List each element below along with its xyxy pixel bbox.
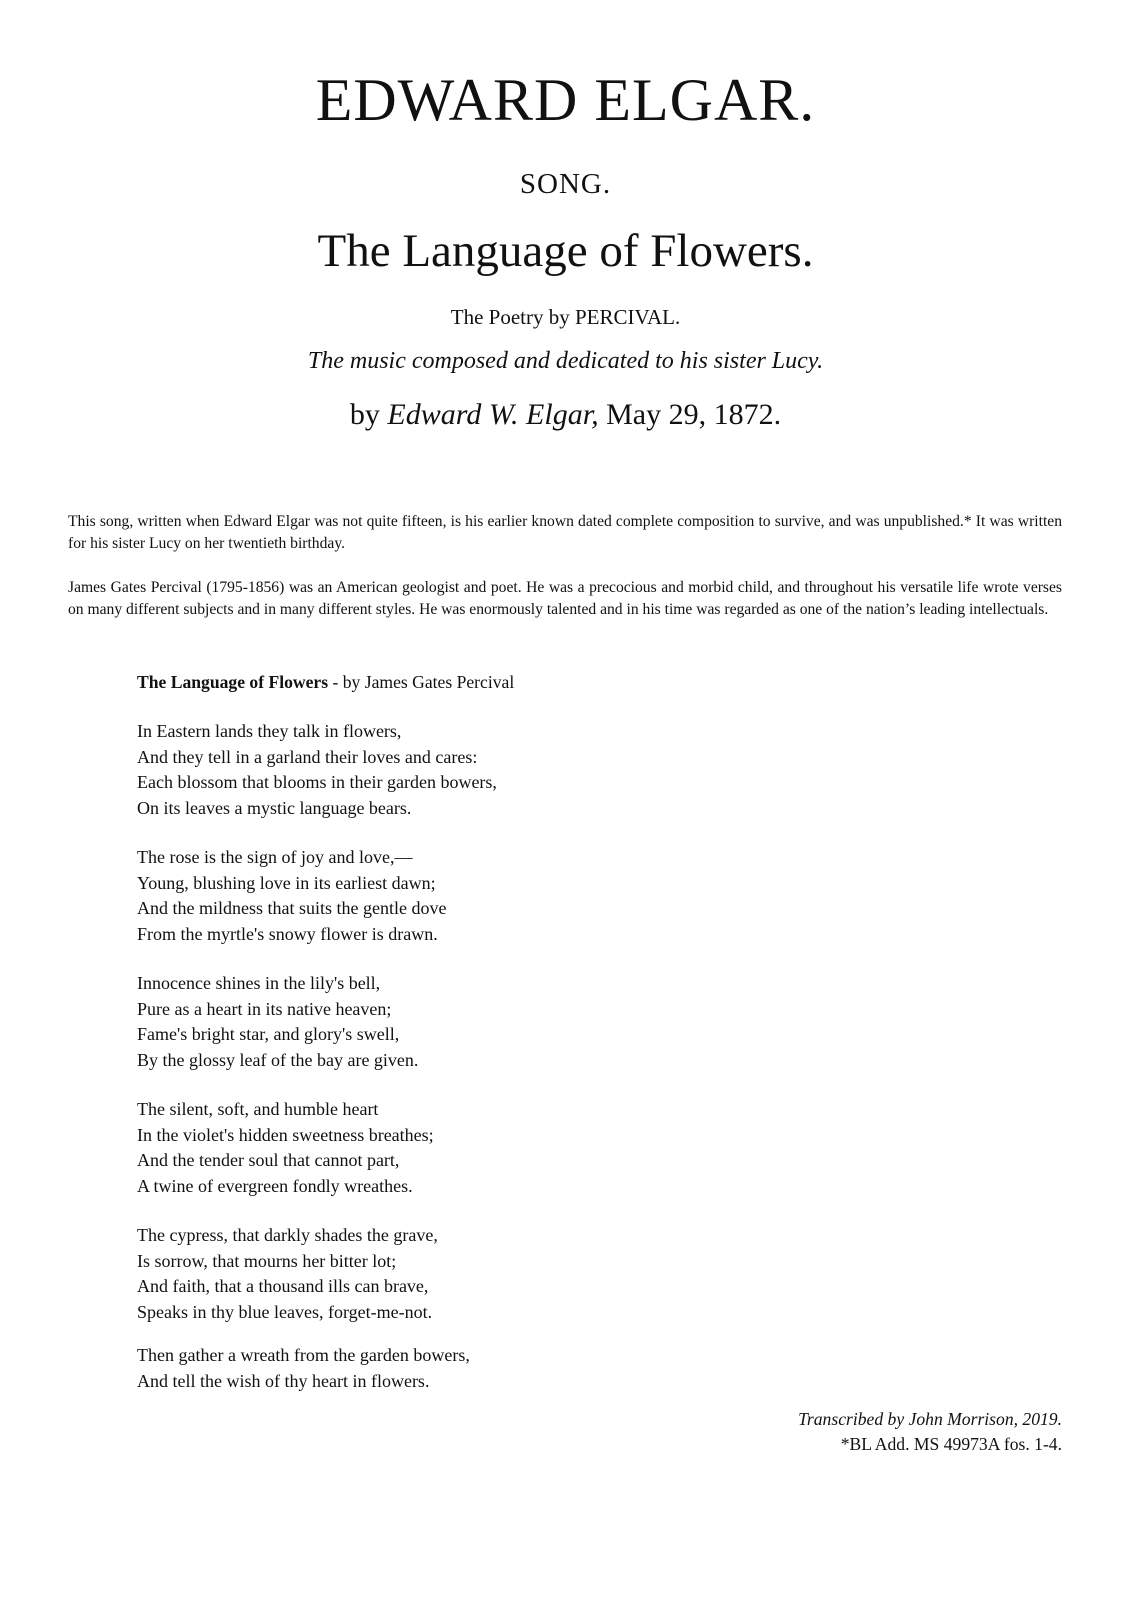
footer-credit [798,1407,1062,1457]
poem-line: From the myrtle's snowy flower is drawn. [137,923,438,944]
poem-heading [137,672,837,693]
transcription-credit: Transcribed by John Morrison, 2019. [798,1409,1062,1429]
poem-line: Young, blushing love in its earliest dawn; [137,872,436,893]
poem-line: The silent, soft, and humble heart [137,1099,379,1119]
poem-line: And tell the wish of thy heart in flowers. [137,1370,430,1391]
composer-heading: EDWARD ELGAR. [315,67,816,133]
poem-line: And the tender soul that cannot part, [137,1150,400,1170]
dedication: The music composed and dedicated to his sister Lucy. [307,348,824,374]
poem-line: Speaks in thy blue leaves, forget-me-not. [137,1301,433,1322]
poem-line: Is sorrow, that mourns her bitter lot; [137,1250,397,1271]
poem-line: Pure as a heart in its native heaven; [137,998,392,1019]
poem-line: And the mildness that suits the gentle dove [137,898,447,918]
byline-date: May 29, 1872. [598,398,782,431]
poem-line: The rose is the sign of joy and love,— [137,847,413,867]
poem-line: Each blossom that blooms in their garden bowers, [137,772,497,792]
stanza-3 [137,971,837,1073]
poetry-author: PERCIVAL. [575,305,681,329]
byline-prefix: by [349,398,388,431]
poem-line: The cypress, that darkly shades the grave, [137,1225,438,1245]
page-title: The Language of Flowers. [317,225,814,277]
poetry-credit-prefix: The Poetry by [450,305,575,329]
poem-line: In the violet's hidden sweetness breathes; [137,1124,434,1145]
intro-paragraph-1: This song, written when Edward Elgar was not quite fifteen, is his earlier known dated complete composition to survive, and was unpublished.* It was written for his sister Lucy on her twentieth birthday. [68,513,1062,552]
poem-line: By the glossy leaf of the bay are given. [137,1049,419,1070]
intro-paragraph-2: James Gates Percival (1795-1856) was an American geologist and poet. He was a precocious and morbid child, and throughout his versatile life wrote verses on many different subjects and in many different styles. He was enormously talented and in his time was regarded as one of the nation’s leading intellectuals. [68,579,1062,618]
poem-line: And they tell in a garland their loves and cares: [137,746,478,767]
byline-name: Edward W. Elgar, [387,398,599,431]
poem-line: A twine of evergreen fondly wreathes. [137,1175,413,1196]
poem-line: In Eastern lands they talk in flowers, [137,721,402,741]
poetry-credit [0,305,1131,330]
byline [0,398,1131,432]
poem-heading-title: The Language of Flowers [137,672,329,692]
poem-line: And faith, that a thousand ills can brave, [137,1276,429,1296]
poem-heading-author: - by James Gates Percival [328,672,515,692]
stanza-6 [137,1343,837,1394]
poem-line: Then gather a wreath from the garden bowers, [137,1345,470,1365]
stanza-4 [137,1097,837,1199]
source-note: *BL Add. MS 49973A fos. 1-4. [840,1434,1062,1454]
stanza-1 [137,719,837,821]
poem-line: Fame's bright star, and glory's swell, [137,1024,400,1044]
stanza-5 [137,1223,837,1325]
poem-line: Innocence shines in the lily's bell, [137,973,381,993]
poem-line: On its leaves a mystic language bears. [137,797,412,818]
stanza-2 [137,845,837,947]
genre-heading: SONG. [519,168,612,200]
